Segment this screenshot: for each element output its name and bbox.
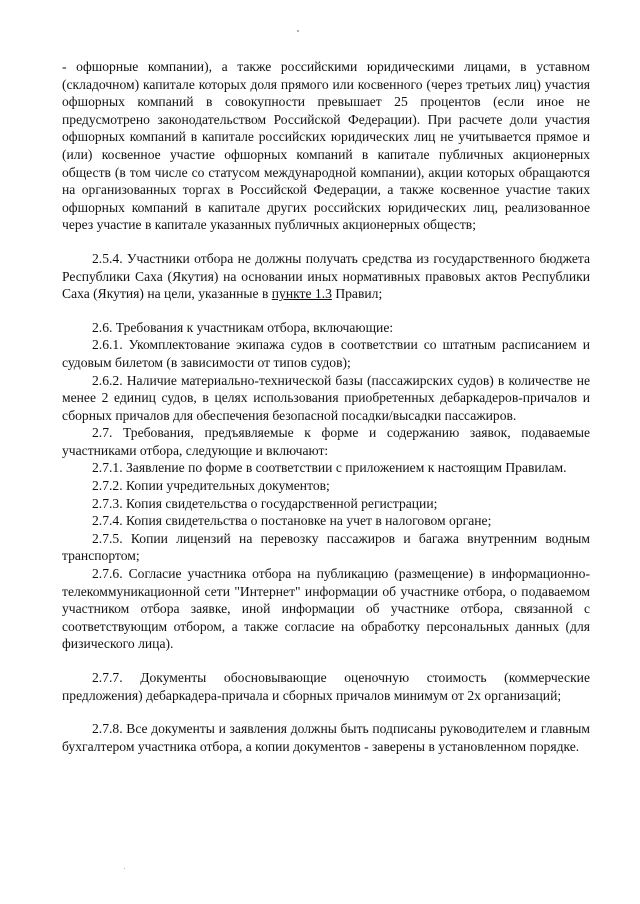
scan-speck xyxy=(124,868,125,869)
paragraph-2-7-6: 2.7.6. Согласие участника отбора на публикацию (размещение) в информационно-телекоммуникационной сети "Интернет" информации об участнике отбора, о подаваемом участником отбора заявке, иной информации об участнике отбора, связанной с соответствующим отбором, а также согласие на обработку персональных данных (для физического лица). xyxy=(62,566,590,652)
paragraph-2-7: 2.7. Требования, предъявляемые к форме и содержанию заявок, подаваемые участниками отбора, следующие и включают: xyxy=(62,425,590,458)
paragraph-2-6-2: 2.6.2. Наличие материально-технической базы (пассажирских судов) в количестве не менее 2 единиц судов, в целях использования приобретенных дебаркадеров-причалов и сборных причалов для обеспечения безопасной посадки/высадки пассажиров. xyxy=(62,372,590,423)
paragraph-2-7-4: 2.7.4. Копия свидетельства о постановке на учет в налоговом органе; xyxy=(92,513,492,529)
paragraph-2-6-1: 2.6.1. Укомплектование экипажа судов в соответствии со штатным расписанием и судовым билетом (в зависимости от типов судов); xyxy=(62,337,590,370)
paragraph-2-7-2: 2.7.2. Копии учредительных документов; xyxy=(92,478,330,494)
paragraph-2-6: 2.6. Требования к участникам отбора, включающие: xyxy=(92,319,394,335)
paragraph-2-7-5: 2.7.5. Копии лицензий на перевозку пассажиров и багажа внутренним водным транспортом; xyxy=(62,530,590,564)
paragraph-2-7-3: 2.7.3. Копия свидетельства о государственной регистрации; xyxy=(92,495,438,511)
paragraph-2-5-4-end: Правил; xyxy=(331,286,383,302)
scan-speck xyxy=(297,30,299,32)
link-punkt-1-3[interactable]: пункте 1.3 xyxy=(271,286,332,302)
paragraph-offshore: - офшорные компании), а также российскими юридическими лицами, в уставном (складочном) капитале которых доля прямого или косвенного (через третьих лиц) участия офшорных компаний в совокупности превышает 25 процентов (если иное не предусмотрено законодательством Российской Федерации). При расчете доли участия офшорных компаний в капитале российских юридических лиц не учитывается прямое и (или) косвенное участие офшорных компаний в капитале публичных акционерных обществ (в том числе со статусом международной компании), акции которых обращаются на организованных торгах в Российской Федерации, а также косвенное участие таких офшорных компаний в капитале других российских юридических лиц, реализованное через участие в капитале указанных публичных акционерных обществ; xyxy=(62,59,590,233)
document-body xyxy=(62,58,590,755)
paragraph-2-7-1: 2.7.1. Заявление по форме в соответствии с приложением к настоящим Правилам. xyxy=(92,460,567,476)
paragraph-2-7-7: 2.7.7. Документы обосновывающие оценочную стоимость (коммерческие предложения) дебаркадера-причала и сборных причалов минимум от 2х организаций; xyxy=(62,670,590,703)
paragraph-2-5-4-text: 2.5.4. Участники отбора не должны получать средства из государственного бюджета Республики Саха (Якутия) на основании иных нормативных правовых актов Республики Саха (Якутия) на цели, указанные в xyxy=(62,250,590,302)
paragraph-2-7-8: 2.7.8. Все документы и заявления должны быть подписаны руководителем и главным бухгалтером участника отбора, а копии документов - заверены в установленном порядке. xyxy=(62,721,590,754)
paragraph-2-5-4 xyxy=(62,250,590,303)
